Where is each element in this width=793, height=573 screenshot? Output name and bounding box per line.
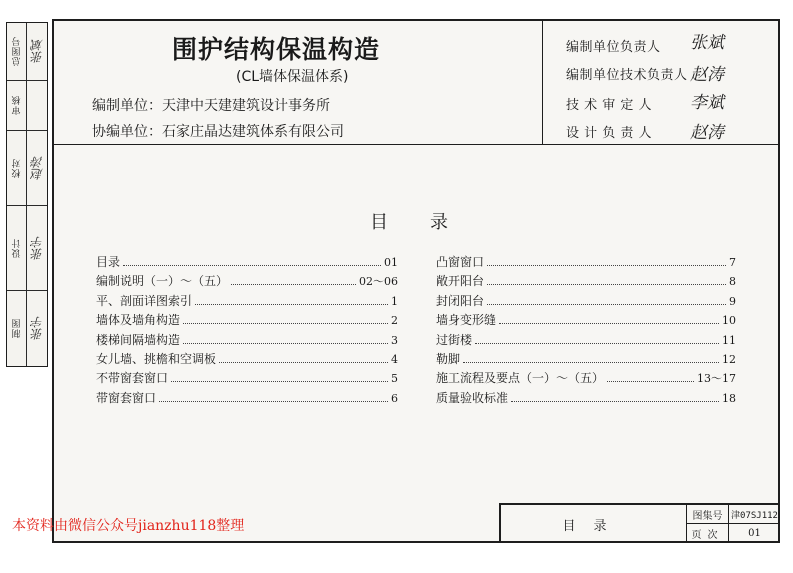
toc-entry-title: 过街楼 bbox=[436, 332, 473, 347]
toc-entry[interactable] bbox=[96, 292, 398, 311]
leader-dots bbox=[183, 323, 388, 324]
leader-dots bbox=[487, 284, 726, 285]
leader-dots bbox=[195, 304, 388, 305]
toc-entry-page: 01 bbox=[384, 256, 398, 269]
source-watermark: 本资料由微信公众号jianzhu118整理 bbox=[12, 518, 245, 534]
leader-dots bbox=[159, 401, 388, 402]
toc-entry-title: 目录 bbox=[96, 255, 121, 269]
header-divider bbox=[52, 144, 780, 145]
role-signature: 张斌 bbox=[690, 33, 724, 53]
leader-dots bbox=[171, 381, 388, 382]
toc-right-column bbox=[436, 253, 736, 408]
toc-entry[interactable] bbox=[96, 389, 398, 408]
leader-dots bbox=[463, 362, 719, 363]
toc-entry-title: 楼梯间隔墙构造 bbox=[96, 332, 181, 347]
leader-dots bbox=[183, 343, 388, 344]
strip-label: 制图 bbox=[12, 318, 23, 338]
toc-entry[interactable] bbox=[436, 272, 736, 291]
atlas-number-label: 图集号 bbox=[687, 505, 729, 524]
toc-entry[interactable] bbox=[96, 369, 398, 388]
toc-entry[interactable] bbox=[96, 331, 398, 350]
toc-entry-title: 封闭阳台 bbox=[436, 293, 485, 308]
toc-entry-page: 5 bbox=[391, 372, 398, 386]
toc-entry-page: 18 bbox=[722, 391, 736, 405]
leader-dots bbox=[475, 343, 719, 344]
atlas-number-value: 津07SJ112 bbox=[729, 505, 780, 524]
strip-signature: 张斌 bbox=[30, 39, 45, 64]
strip-cell-review bbox=[7, 81, 47, 131]
toc-entry-page: 3 bbox=[391, 333, 398, 347]
toc-entry-title: 墙身变形缝 bbox=[436, 313, 497, 328]
compiling-unit: 编制单位：天津中天建建筑设计事务所 bbox=[92, 98, 330, 114]
co-compiling-unit: 协编单位：石家庄晶达建筑体系有限公司 bbox=[92, 124, 344, 140]
atlas-subtitle: (CL墙体保温体系) bbox=[236, 69, 349, 85]
strip-label: 校对 bbox=[12, 158, 23, 178]
toc-heading: 目录 bbox=[370, 212, 490, 233]
strip-cell-proofread bbox=[7, 131, 47, 206]
toc-entry-page: 6 bbox=[391, 391, 398, 405]
toc-entry-page: 10 bbox=[722, 314, 736, 328]
strip-label: 设计 bbox=[12, 238, 23, 258]
toc-entry[interactable] bbox=[96, 350, 398, 369]
toc-entry-page: 13～17 bbox=[697, 372, 736, 386]
strip-signature: 张宇 bbox=[30, 316, 45, 340]
toc-entry-title: 女儿墙、挑檐和空调板 bbox=[96, 351, 217, 366]
toc-entry[interactable] bbox=[436, 253, 736, 272]
toc-entry[interactable] bbox=[436, 292, 736, 311]
strip-signature bbox=[27, 81, 47, 130]
atlas-title: 围护结构保温构造 bbox=[172, 35, 381, 64]
leader-dots bbox=[499, 323, 719, 324]
role-signature: 赵涛 bbox=[690, 65, 724, 85]
toc-entry-title: 凸窗窗口 bbox=[436, 255, 485, 269]
strip-cell-drafting bbox=[7, 291, 47, 365]
toc-entry-page: 12 bbox=[722, 352, 736, 366]
header-split-line bbox=[542, 19, 543, 144]
role-signature: 赵涛 bbox=[690, 123, 724, 143]
toc-entry-page: 02～06 bbox=[359, 275, 398, 289]
leader-dots bbox=[219, 362, 388, 363]
role-label: 技 术 审 定 人 bbox=[566, 98, 653, 113]
title-block bbox=[499, 503, 780, 543]
toc-entry[interactable] bbox=[436, 389, 736, 408]
leader-dots bbox=[123, 265, 381, 266]
toc-entry[interactable] bbox=[436, 311, 736, 330]
strip-cell-design bbox=[7, 206, 47, 291]
leader-dots bbox=[231, 284, 356, 285]
toc-entry-page: 11 bbox=[722, 333, 736, 347]
toc-entry-page: 9 bbox=[729, 294, 736, 308]
role-label: 编制单位技术负责人 bbox=[566, 68, 688, 83]
toc-entry-page: 8 bbox=[729, 275, 736, 289]
toc-entry-title: 编制说明（一）～（五） bbox=[96, 274, 229, 289]
toc-entry[interactable] bbox=[96, 253, 398, 272]
page-number-label: 页次 bbox=[687, 524, 729, 543]
strip-label: 总图号 bbox=[12, 36, 23, 67]
toc-entry-title: 勒脚 bbox=[436, 351, 461, 366]
strip-label: 审核 bbox=[12, 95, 23, 116]
role-signature: 李斌 bbox=[690, 93, 724, 113]
toc-entry-title: 质量验收标准 bbox=[436, 390, 509, 405]
toc-entry[interactable] bbox=[96, 272, 398, 291]
leader-dots bbox=[511, 401, 719, 402]
strip-signature: 赵涛 bbox=[30, 156, 45, 180]
toc-entry[interactable] bbox=[436, 331, 736, 350]
toc-entry[interactable] bbox=[436, 350, 736, 369]
strip-signature: 张宇 bbox=[30, 236, 45, 260]
strip-cell-total-drawing-no bbox=[7, 23, 47, 81]
toc-entry-title: 带窗套窗口 bbox=[96, 390, 157, 405]
role-label: 编制单位负责人 bbox=[566, 40, 661, 55]
toc-entry-page: 4 bbox=[391, 352, 398, 366]
toc-entry-title: 平、剖面详图索引 bbox=[96, 293, 193, 308]
leader-dots bbox=[487, 265, 726, 266]
toc-entry[interactable] bbox=[96, 311, 398, 330]
toc-entry-title: 施工流程及要点（一）～（五） bbox=[436, 371, 605, 386]
role-label: 设 计 负 责 人 bbox=[566, 126, 653, 141]
toc-entry-page: 1 bbox=[391, 294, 398, 308]
toc-entry-title: 敞开阳台 bbox=[436, 274, 485, 289]
toc-entry[interactable] bbox=[436, 369, 736, 388]
toc-entry-page: 7 bbox=[729, 256, 736, 269]
signature-strip bbox=[6, 22, 48, 367]
title-block-name: 目录 bbox=[501, 505, 687, 543]
page-number-value: 01 bbox=[748, 528, 761, 539]
toc-left-column bbox=[96, 253, 398, 408]
leader-dots bbox=[607, 381, 694, 382]
toc-entry-title: 墙体及墙角构造 bbox=[96, 313, 181, 328]
toc-entry-title: 不带窗套窗口 bbox=[96, 371, 169, 386]
leader-dots bbox=[487, 304, 726, 305]
toc-entry-page: 2 bbox=[391, 314, 398, 328]
